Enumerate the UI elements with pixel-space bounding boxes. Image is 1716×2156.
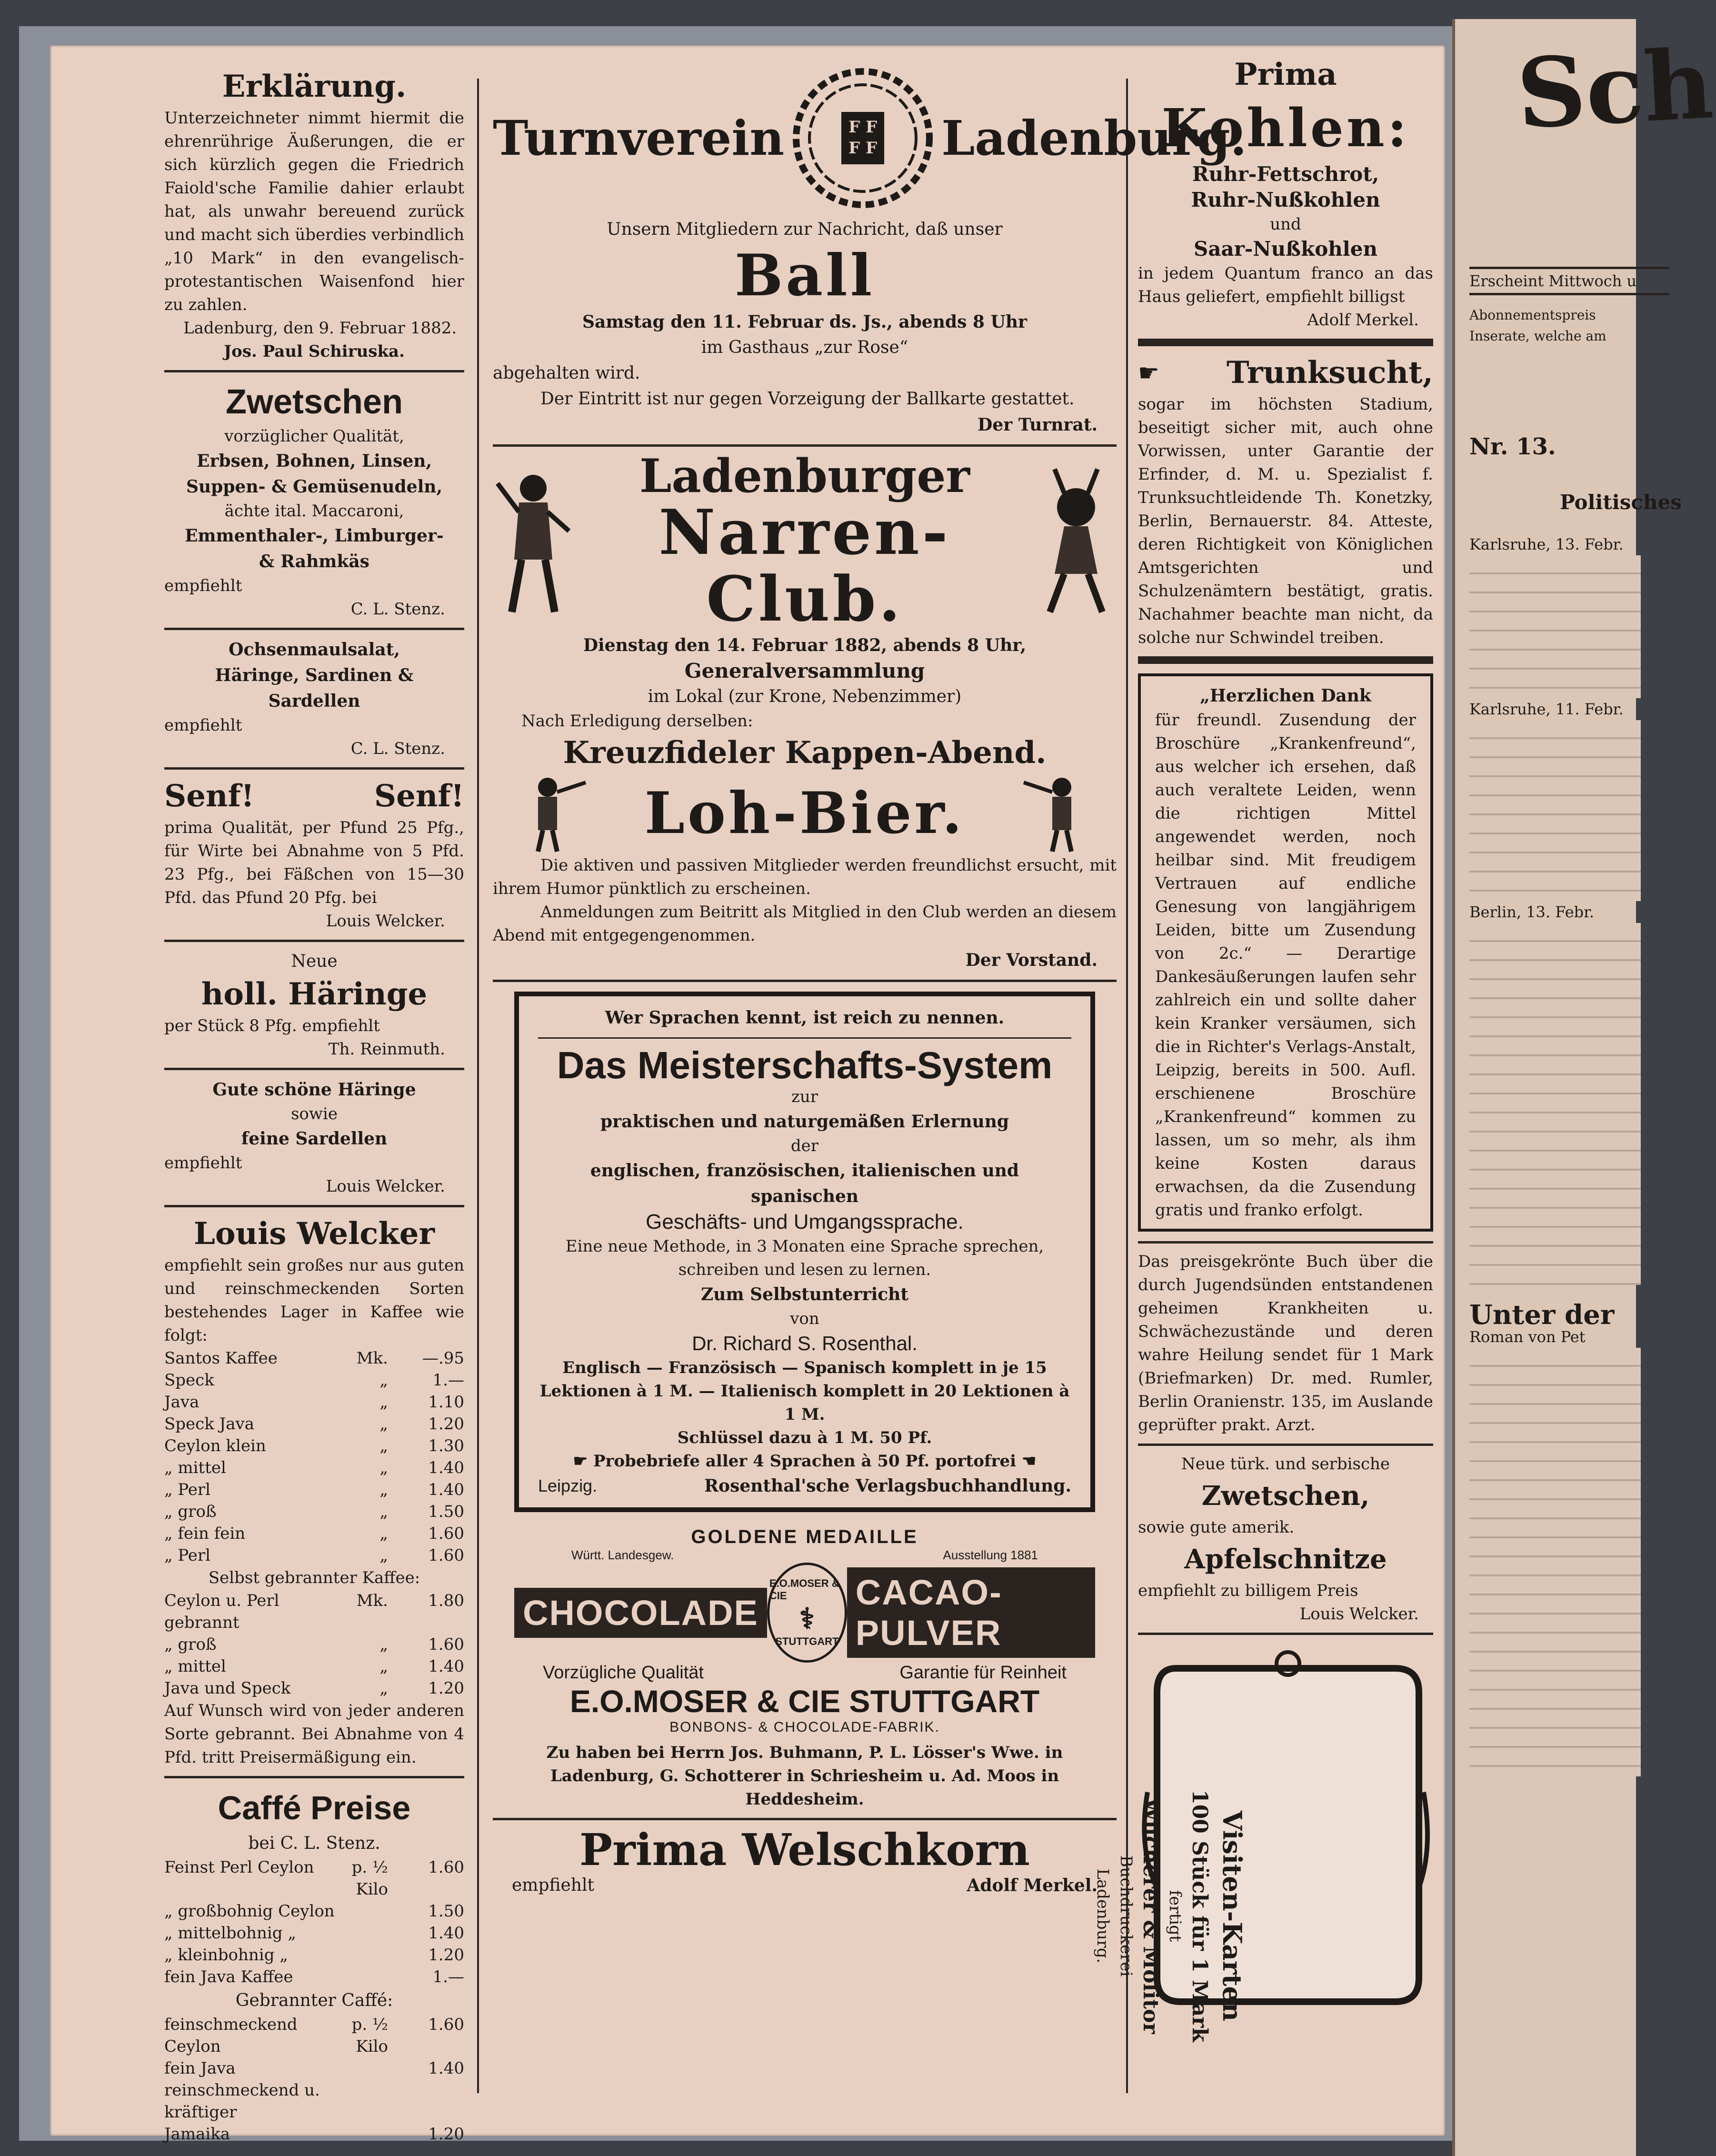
price-unit [345, 1944, 388, 1966]
welschkorn-title: Prima Welschkorn [579, 1824, 1030, 1875]
next-page-notes: Abonnementspreis Inserate, welche am [1469, 307, 1606, 344]
pointing-hand-icon: ☛ [1138, 359, 1159, 387]
turnverein-line: abgehalten wird. [493, 363, 640, 383]
meister-probe: ☛ Probebriefe aller 4 Sprachen à 50 Pf. portofrei ☚ [573, 1452, 1037, 1471]
price-unit: „ [379, 1414, 388, 1434]
meister-author: Dr. Richard S. Rosenthal. [692, 1332, 918, 1354]
left-column [164, 67, 464, 2145]
meister-motto: Wer Sprachen kennt, ist reich zu nennen. [605, 1008, 1005, 1028]
next-page-subhead: Erscheint Mittwoch u [1469, 267, 1669, 295]
narren-lohbier: Loh-Bier. [644, 780, 965, 847]
price-name: fein Java Kaffee [164, 1967, 293, 1986]
turnverein-line: Der Eintritt ist nur gegen Vorzeigung der Ballkarte gestattet. [540, 389, 1075, 409]
price-unit: „ [379, 1657, 388, 1676]
ad-gute-haeringe [164, 1077, 464, 1198]
haeringe-line: per Stück 8 Pfg. empfiehlt [164, 1016, 380, 1035]
kohlen-line: Ruhr-Fettschrot, [1192, 162, 1379, 186]
erklaerung-title: Erklärung. [222, 69, 407, 104]
zwetschen-line: & Rahmkäs [259, 552, 369, 572]
meister-line: Zum Selbstunterricht [701, 1284, 908, 1304]
welcker-roasted-title: Selbst gebrannter Kaffee: [208, 1568, 420, 1587]
ad-preisgekroente-buch [1138, 1250, 1433, 1437]
moser-seal-icon: E.O.MOSER & CIE ⚕ STUTTGART [767, 1563, 847, 1663]
narren-line: Nach Erledigung derselben: [521, 712, 753, 731]
ad-zwetschen-welcker [1138, 1453, 1433, 1626]
price-unit [345, 1900, 388, 1922]
welcker-price-list [164, 1347, 464, 1566]
price-name: „ mittel [164, 1657, 226, 1676]
erklaerung-body: Unterzeichneter nimmt hiermit die ehrenrührige Äußerungen, die er sich kürzlich gegen die Friedrich Faiold'sche Familie dahier erlaubt hat, als unwahr bereuend zurück und macht sich überdies verbindlich „10 Mark“ in den evangelisch-protestantischen Waisenfond hier zu zahlen. [164, 109, 464, 314]
welschkorn-vendor: Adolf Merkel. [967, 1875, 1097, 1895]
price-price: 1.50 [428, 1502, 464, 1521]
price-price: 1.40 [428, 1458, 464, 1477]
newspaper-page [50, 45, 1445, 2144]
ad-louis-welcker [164, 1214, 464, 1769]
gute-line: sowie [290, 1104, 338, 1123]
column-rule-1 [477, 79, 479, 2093]
price-price: 1.80 [428, 1591, 464, 1610]
welcker-roasted-list [164, 1590, 464, 1699]
price-name: Speck [164, 1371, 214, 1390]
price-price: 1.40 [428, 1480, 464, 1499]
price-price: 1.60 [428, 1524, 464, 1543]
visiten-text [1071, 1773, 1252, 2059]
ad-visiten-karten [1093, 1649, 1433, 2043]
visiten-line: 100 Stück für 1 Mark [1187, 1789, 1212, 2043]
ad-zwetschen [164, 379, 464, 621]
narren-line: Kreuzfideler Kappen-Abend. [563, 735, 1047, 771]
price-unit: Mk. [356, 1591, 388, 1610]
divider [493, 1818, 1117, 1820]
turnverein-title-left: Turnverein [493, 110, 785, 166]
price-row [164, 1479, 464, 1501]
price-price: 1.30 [428, 1436, 464, 1455]
kohlen-line: und [1270, 215, 1301, 234]
welcker-footer: Auf Wunsch wird von jeder anderen Sorte gebrannt. Bei Abnahme von 4 Pfd. tritt Preisermäßigung ein. [164, 1701, 464, 1767]
meister-line: Geschäfts- und Umgangssprache. [646, 1210, 964, 1233]
zwetschen-line: ächte ital. Maccaroni, [224, 501, 404, 521]
zwetschen2-line: empfiehlt zu billigem Preis [1138, 1581, 1358, 1600]
price-row [164, 1391, 464, 1413]
ad-herzlichen-dank [1138, 673, 1433, 1232]
price-name: Santos Kaffee [164, 1349, 278, 1368]
price-row [164, 1900, 464, 1922]
price-unit: „ [379, 1436, 388, 1455]
divider [164, 940, 464, 942]
zwetschen-vendor: C. L. Stenz. [350, 600, 445, 619]
divider [1138, 339, 1433, 346]
turnverein-wreath-icon: F F F F [784, 60, 941, 217]
moser-quality: Vorzügliche Qualität [543, 1663, 704, 1683]
price-price: 1.60 [428, 1858, 464, 1877]
divider [538, 1037, 1071, 1039]
ochsen-line: Ochsenmaulsalat, [229, 640, 400, 660]
price-price: 1.40 [428, 1657, 464, 1676]
price-row [164, 2079, 464, 2123]
gute-line: Gute schöne Häringe [212, 1080, 416, 1100]
price-unit: „ [379, 1393, 388, 1412]
meister-line: Eine neue Methode, in 3 Monaten eine Sprache sprechen, schreiben und lesen zu lernen. [565, 1237, 1044, 1279]
divider [1138, 1444, 1433, 1446]
price-price: 1.50 [428, 1902, 464, 1921]
divider [164, 767, 464, 770]
narren-line: Die aktiven und passiven Mitglieder werden freundlichst ersucht, mit ihrem Humor pünktlich zu erscheinen. [493, 856, 1117, 898]
zwetschen-title: Zwetschen [225, 383, 403, 421]
zwetschen2-line: Neue türk. und serbische [1181, 1454, 1390, 1474]
meister-city: Leipzig. [538, 1476, 598, 1495]
divider [1138, 1241, 1433, 1243]
narren-line: im Lokal (zur Krone, Nebenzimmer) [648, 687, 962, 706]
caffe-roasted-title: Gebrannter Caffé: [235, 1991, 393, 2010]
visiten-line: fertigt [1166, 1890, 1185, 1942]
ad-senf [164, 776, 464, 933]
turnverein-line: Unsern Mitgliedern zur Nachricht, daß unser [607, 220, 1003, 239]
price-row [164, 1655, 464, 1677]
haeringe-line: Neue [291, 952, 338, 971]
price-name: feinschmeckend Ceylon [164, 2015, 298, 2056]
turnverein-title-right: Ladenburg. [941, 110, 1247, 166]
price-name: „ groß [164, 1502, 217, 1521]
price-name: „ großbohnig Ceylon [164, 1902, 335, 1921]
price-row [164, 1435, 464, 1457]
divider [164, 1776, 464, 1778]
price-name: Jamaika [164, 2125, 230, 2144]
ad-narren-club [493, 449, 1117, 973]
zwetschen-line: Erbsen, Bohnen, Linsen, [197, 451, 432, 471]
ochsen-line: Häringe, Sardinen & [215, 665, 414, 685]
price-row [164, 1501, 464, 1523]
caffe-price-list [164, 1856, 464, 1988]
price-name: „ fein fein [164, 1524, 246, 1543]
divider [1138, 1633, 1433, 1635]
meister-title: Das Meisterschafts-System [557, 1044, 1053, 1086]
narren-title2: Narren-Club. [658, 496, 951, 635]
kohlen-line: in jedem Quantum franco an das Haus geliefert, empfiehlt billigst [1138, 264, 1433, 306]
price-row [164, 1369, 464, 1391]
price-unit: „ [379, 1679, 388, 1698]
ad-kohlen [1138, 55, 1433, 332]
price-name: Ceylon u. Perl gebrannt [164, 1591, 279, 1632]
divider [164, 1068, 464, 1070]
kohlen-vendor: Adolf Merkel. [1307, 311, 1419, 330]
zwetschen-empfiehlt: empfiehlt [164, 576, 242, 595]
price-unit [345, 1966, 388, 1988]
welschkorn-empfiehlt: empfiehlt [512, 1875, 594, 1895]
divider [164, 370, 464, 372]
ad-erklaerung [164, 67, 464, 363]
price-price: 1.40 [428, 2059, 464, 2078]
trumpeter-icon [1019, 773, 1086, 854]
turnverein-ball: Ball [734, 242, 875, 309]
price-price: 1.20 [428, 1414, 464, 1434]
moser-exh-right: Ausstellung 1881 [943, 1548, 1038, 1562]
price-name: Feinst Perl Ceylon [164, 1858, 314, 1877]
caffe-title: Caffé Preise [218, 1789, 411, 1826]
gute-vendor: Louis Welcker. [326, 1177, 445, 1196]
ad-trunksucht [1138, 353, 1433, 650]
narren-line: Dienstag den 14. Februar 1882, abends 8 Uhr, [583, 635, 1027, 655]
visiten-line: Buchdruckerei [1117, 1855, 1136, 1977]
price-row [164, 1944, 464, 1966]
price-name: „ kleinbohnig „ [164, 1945, 288, 1965]
price-unit: „ [379, 1546, 388, 1565]
meister-publisher: Rosenthal'sche Verlagsbuchhandlung. [704, 1476, 1071, 1496]
jester-icon [493, 464, 574, 622]
narren-line: Generalversammlung [684, 659, 925, 682]
ad-caffe-preise [164, 1785, 464, 2145]
trunksucht-body: sogar im höchsten Stadium, beseitigt sicher mit, auch ohne Vorwissen, unter Garantie der Erfinder, d. M. u. Spezialist f. Trunksuchtleidende Th. Konetzky, Berlin, Bernauerstr. 84. Atteste, deren Richtigkeit von Königlichen Amtsgerichten und Schulzenämtern bestätigt, gratis. Nachahmer beachte man nicht, da solche nur Schwindel treiben. [1138, 395, 1433, 647]
price-price: 1.10 [428, 1393, 464, 1412]
price-row [164, 1677, 464, 1699]
ad-moser-chocolade [514, 1526, 1095, 1811]
caffe-sub: bei C. L. Stenz. [248, 1834, 380, 1853]
turnverein-line: im Gasthaus „zur Rose“ [701, 338, 908, 357]
next-page-masthead: Sch [1514, 28, 1716, 150]
price-row [164, 2057, 464, 2079]
price-price: 1.20 [428, 2125, 464, 2144]
zwetschen-line: Suppen- & Gemüsenudeln, [186, 477, 442, 497]
moser-chocolade: CHOCOLADE [514, 1588, 767, 1638]
pointing-hand-icon: ☛ [573, 1452, 593, 1471]
meister-line: zur [791, 1087, 818, 1106]
divider [493, 444, 1117, 447]
price-price: 1.— [432, 1371, 464, 1390]
price-row [164, 1523, 464, 1544]
price-row [164, 2014, 464, 2057]
price-name: fein Java [164, 2059, 236, 2078]
erklaerung-signature: Jos. Paul Schiruska. [224, 342, 405, 361]
senf-title-left: Senf! [164, 778, 255, 814]
moser-guarantee: Garantie für Reinheit [899, 1663, 1067, 1683]
ochsen-line: Sardellen [268, 691, 360, 711]
price-name: Ceylon klein [164, 1436, 266, 1455]
haeringe-title: holl. Häringe [201, 976, 428, 1012]
kohlen-title: Kohlen: [1161, 97, 1410, 159]
price-unit: „ [379, 1635, 388, 1654]
visiten-line: Wucherer & Molitor [1138, 1798, 1163, 2034]
next-page-issue: Nr. 13. [1469, 433, 1556, 460]
meister-line: englischen, französischen, italienischen und spanischen [590, 1161, 1019, 1206]
meister-line: Englisch — Französisch — Spanisch komplett in je 15 Lektionen à 1 M. — Italienisch komplett in 20 Lektionen à 1 M. [539, 1358, 1070, 1424]
price-price: 1.40 [428, 1924, 464, 1943]
dank-title: „Herzlichen Dank [1200, 686, 1371, 706]
ad-haeringe [164, 949, 464, 1061]
ochsen-vendor: C. L. Stenz. [350, 739, 445, 758]
price-unit: p. ½ Kilo [351, 1858, 388, 1899]
price-price: 1.— [432, 1967, 464, 1986]
divider [164, 1205, 464, 1207]
narren-signature: Der Vorstand. [965, 950, 1097, 970]
trunksucht-title: Trunksucht, [1227, 355, 1433, 391]
welcker-title: Louis Welcker [193, 1216, 435, 1252]
moser-medal: GOLDENE MEDAILLE [691, 1526, 918, 1547]
dank-body: für freundl. Zusendung der Broschüre „Krankenfreund“, aus welcher ich ersehen, daß auch veraltete Leiden, wenn die richtigen Mittel angewendet werden, noch heilbar sind. Mit freudigem Vertrauen auf endliche Genesung von langjährigem Leiden, bitte um Zusendung von 2c.“ — Derartige Dankesäußerungen laufen sehr zahlreich ein und sollte daher kein Kranker versäumen, sich die in Richter's Verlags-Anstalt, Leipzig, bereits in 500. Aufl. erschienene Broschüre „Krankenfreund“ kommen zu lassen, um so mehr, als ihm keine Kosten daraus erwachsen, da die Zusendung gratis und franko erfolgt. [1155, 711, 1416, 1220]
narren-line: Anmeldungen zum Beitritt als Mitglied in den Club werden an diesem Abend mit entgegengenommen. [493, 903, 1117, 945]
senf-vendor: Louis Welcker. [326, 912, 445, 931]
moser-cacao: CACAO-PULVER [847, 1567, 1095, 1658]
moser-exh-left: Württ. Landesgew. [571, 1548, 674, 1562]
price-name: Speck Java [164, 1414, 255, 1434]
turnverein-signature: Der Turnrat. [978, 415, 1097, 435]
next-page-section: Politisches [1560, 491, 1682, 514]
price-row [164, 1634, 464, 1655]
meister-line: von [790, 1309, 819, 1328]
price-row [164, 2123, 464, 2145]
price-row [164, 1856, 464, 1900]
erklaerung-date: Ladenburg, den 9. Februar 1882. [183, 319, 457, 338]
welcker-intro: empfiehlt sein großes nur aus guten und reinschmeckenden Sorten bestehendes Lager in Kaffee wie folgt: [164, 1256, 464, 1345]
price-unit: „ [379, 1524, 388, 1543]
ad-turnverein [493, 60, 1247, 438]
visiten-line: Ladenburg. [1093, 1868, 1112, 1964]
price-price: 1.60 [428, 1546, 464, 1565]
senf-body: prima Qualität, per Pfund 25 Pfg., für Wirte bei Abnahme von 5 Pfd. 23 Pfg., bei Fäßchen von 15—30 Pfd. das Pfund 20 Pfg. bei [164, 818, 464, 907]
price-name: reinschmeckend u. kräftiger [164, 2081, 320, 2122]
price-price: 1.20 [428, 1679, 464, 1698]
divider [1138, 656, 1433, 664]
meister-line: der [790, 1136, 819, 1155]
senf-title-right: Senf! [374, 778, 464, 814]
haeringe-vendor: Th. Reinmuth. [328, 1040, 445, 1059]
narren-title1: Ladenburger [639, 449, 970, 503]
trumpeter-icon [524, 773, 590, 854]
gute-empfiehlt: empfiehlt [164, 1153, 242, 1173]
right-column [1093, 55, 1433, 2043]
price-row [164, 1966, 464, 1988]
price-unit: „ [379, 1458, 388, 1477]
price-row [164, 1922, 464, 1944]
price-price: 1.20 [428, 1945, 464, 1965]
price-row [164, 1590, 464, 1634]
visiten-line: Visiten-Karten [1217, 1810, 1247, 2022]
price-row [164, 1413, 464, 1435]
price-name: „ Perl [164, 1480, 211, 1499]
price-price: —.95 [422, 1349, 464, 1368]
turnverein-line: Samstag den 11. Februar ds. Js., abends 8 Uhr [582, 312, 1027, 332]
price-unit: Mk. [356, 1349, 388, 1368]
divider [164, 628, 464, 630]
ad-ochsenmaulsalat [164, 637, 464, 761]
price-name: „ mittel [164, 1458, 226, 1477]
kohlen-line: Ruhr-Nußkohlen [1191, 188, 1380, 211]
ochsen-empfiehlt: empfiehlt [164, 716, 242, 735]
moser-sub: BONBONS- & CHOCOLADE-FABRIK. [669, 1719, 940, 1735]
next-page-col: Karlsruhe, 13. Febr. Karlsruhe, 11. Febr. Berlin, 13. Febr. Unter der Roman von Pet [1469, 533, 1641, 1776]
price-row [164, 1544, 464, 1566]
gute-line: feine Sardellen [241, 1129, 388, 1149]
price-unit: „ [379, 1480, 388, 1499]
zwetschen2-title: Zwetschen, [1201, 1480, 1370, 1512]
moser-dealers: Zu haben bei Herrn Jos. Buhmann, P. L. Lösser's Wwe. in Ladenburg, G. Schotterer in Schriesheim u. Ad. Moos in Heddesheim. [546, 1743, 1063, 1809]
price-unit: „ [379, 1502, 388, 1521]
divider [493, 980, 1117, 982]
ad-meisterschafts-system [514, 992, 1095, 1512]
price-unit [345, 2079, 388, 2123]
caffe-roasted-list [164, 2014, 464, 2145]
zwetschen-line: vorzüglicher Qualität, [224, 427, 404, 446]
kohlen-line: Saar-Nußkohlen [1193, 237, 1378, 261]
price-row [164, 1457, 464, 1479]
next-page-edge [1452, 19, 1716, 2156]
meister-line: praktischen und naturgemäßen Erlernung [600, 1112, 1009, 1132]
devil-icon [1036, 464, 1117, 622]
price-price: 1.60 [428, 1635, 464, 1654]
price-unit [345, 2057, 388, 2079]
price-name: „ Perl [164, 1546, 211, 1565]
buch-body: Das preisgekrönte Buch über die durch Jugendsünden entstandenen geheimen Krankheiten u. Schwächezustände und deren wahre Heilung sendet für 1 Mark (Briefmarken) Dr. med. Rumler, Berlin Oranienstr. 135, im Auslande geprüfter prakt. Arzt. [1138, 1252, 1433, 1434]
zwetschen-line: Emmenthaler-, Limburger- [185, 526, 444, 546]
zwetschen2-line: sowie gute amerik. [1138, 1518, 1295, 1537]
zwetschen2-vendor: Louis Welcker. [1299, 1604, 1419, 1624]
price-unit: „ [379, 1371, 388, 1390]
price-unit [345, 2123, 388, 2145]
price-name: Java und Speck [164, 1679, 291, 1698]
moser-firm: E.O.MOSER & CIE STUTTGART [569, 1684, 1040, 1719]
zwetschen2-title2: Apfelschnitze [1184, 1544, 1387, 1575]
price-price: 1.60 [428, 2015, 464, 2034]
ad-welschkorn [493, 1824, 1117, 1898]
price-name: „ groß [164, 1635, 217, 1654]
price-price [388, 2079, 464, 2123]
price-row [164, 1347, 464, 1369]
pointing-hand-icon: ☚ [1016, 1452, 1037, 1471]
price-name: „ mittelbohnig „ [164, 1924, 296, 1943]
price-unit [345, 1922, 388, 1944]
price-name: Java [164, 1393, 200, 1412]
price-unit: p. ½ Kilo [351, 2015, 388, 2056]
meister-line: Schlüssel dazu à 1 M. 50 Pf. [677, 1428, 932, 1447]
kohlen-line: Prima [1234, 57, 1337, 92]
